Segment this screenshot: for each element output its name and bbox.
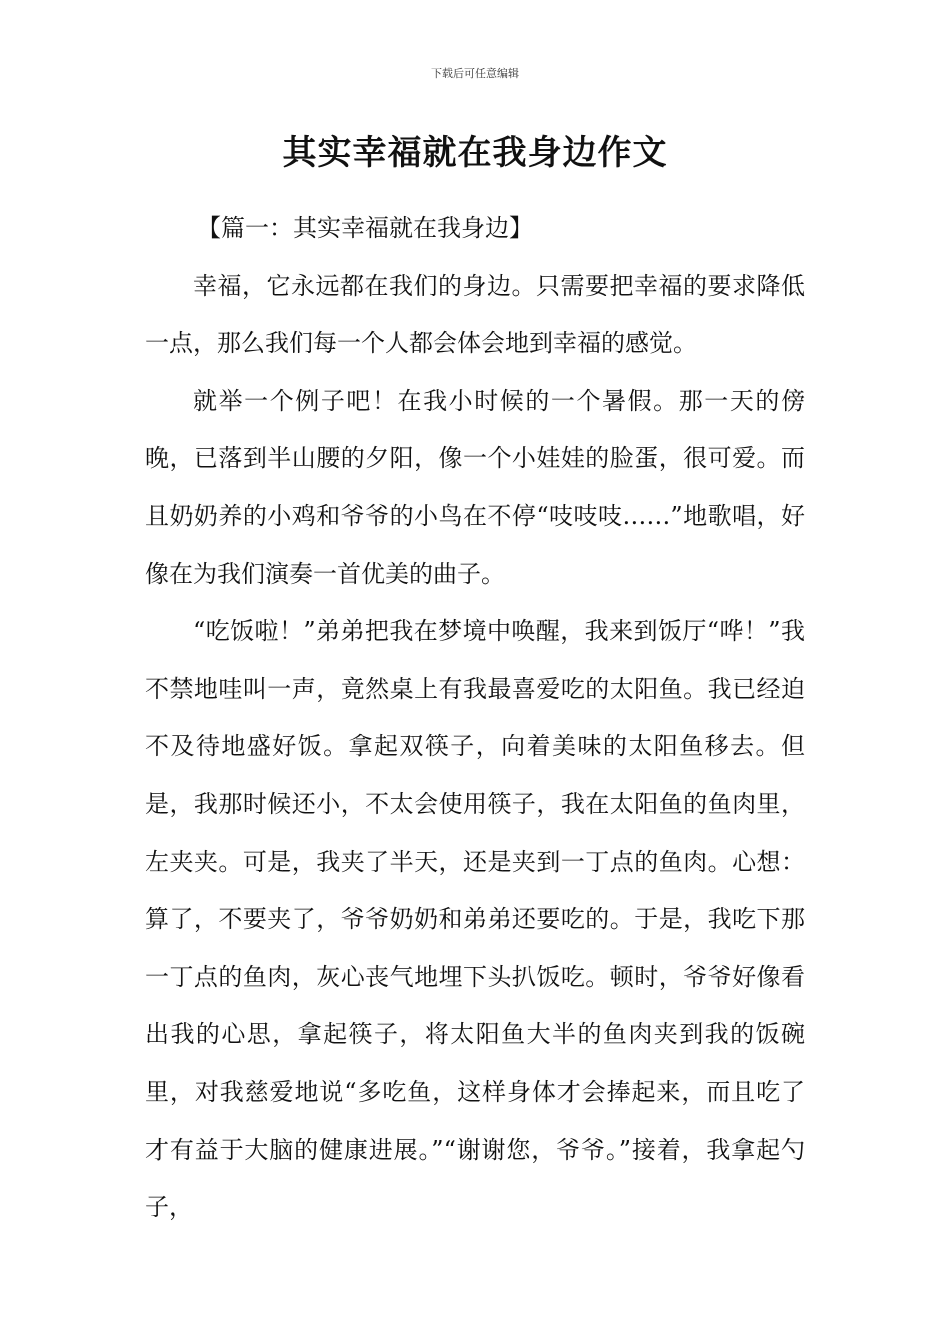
paragraph-3: “吃饭啦！”弟弟把我在梦境中唤醒，我来到饭厅“哗！”我不禁地哇叫一声，竟然桌上有我最喜爱吃的太阳鱼。我已经迫不及待地盛好饭。拿起双筷子，向着美味的太阳鱼移去。但是，我那时候还小，不太会使用筷子，我在太阳鱼的鱼肉里，左夹夹。可是，我夹了半天，还是夹到一丁点的鱼肉。心想：算了，不要夹了，爷爷奶奶和弟弟还要吃的。于是，我吃下那一丁点的鱼肉，灰心丧气地埋下头扒饭吃。顿时，爷爷好像看出我的心思，拿起筷子，将太阳鱼大半的鱼肉夹到我的饭碗里，对我慈爱地说“多吃鱼，这样身体才会捧起来，而且吃了才有益于大脑的健康进展。”“谢谢您，爷爷。”接着，我拿起勺子， [145, 617, 805, 1222]
section-heading: 【篇一：其实幸福就在我身边】 [197, 214, 533, 242]
page-header-note: 下载后可任意编辑 [431, 67, 519, 80]
paragraph-1: 幸福，它永远都在我们的身边。只需要把幸福的要求降低一点，那么我们每一个人都会体会地到幸福的感觉。 [145, 271, 805, 358]
document-body [145, 200, 805, 1237]
document-title: 其实幸福就在我身边作文 [282, 133, 668, 173]
paragraph-2: 就举一个例子吧！在我小时候的一个暑假。那一天的傍晚，已落到半山腰的夕阳，像一个小娃娃的脸蛋，很可爱。而且奶奶养的小鸡和爷爷的小鸟在不停“吱吱吱……”地歌唱，好像在为我们演奏一首优美的曲子。 [145, 386, 805, 588]
